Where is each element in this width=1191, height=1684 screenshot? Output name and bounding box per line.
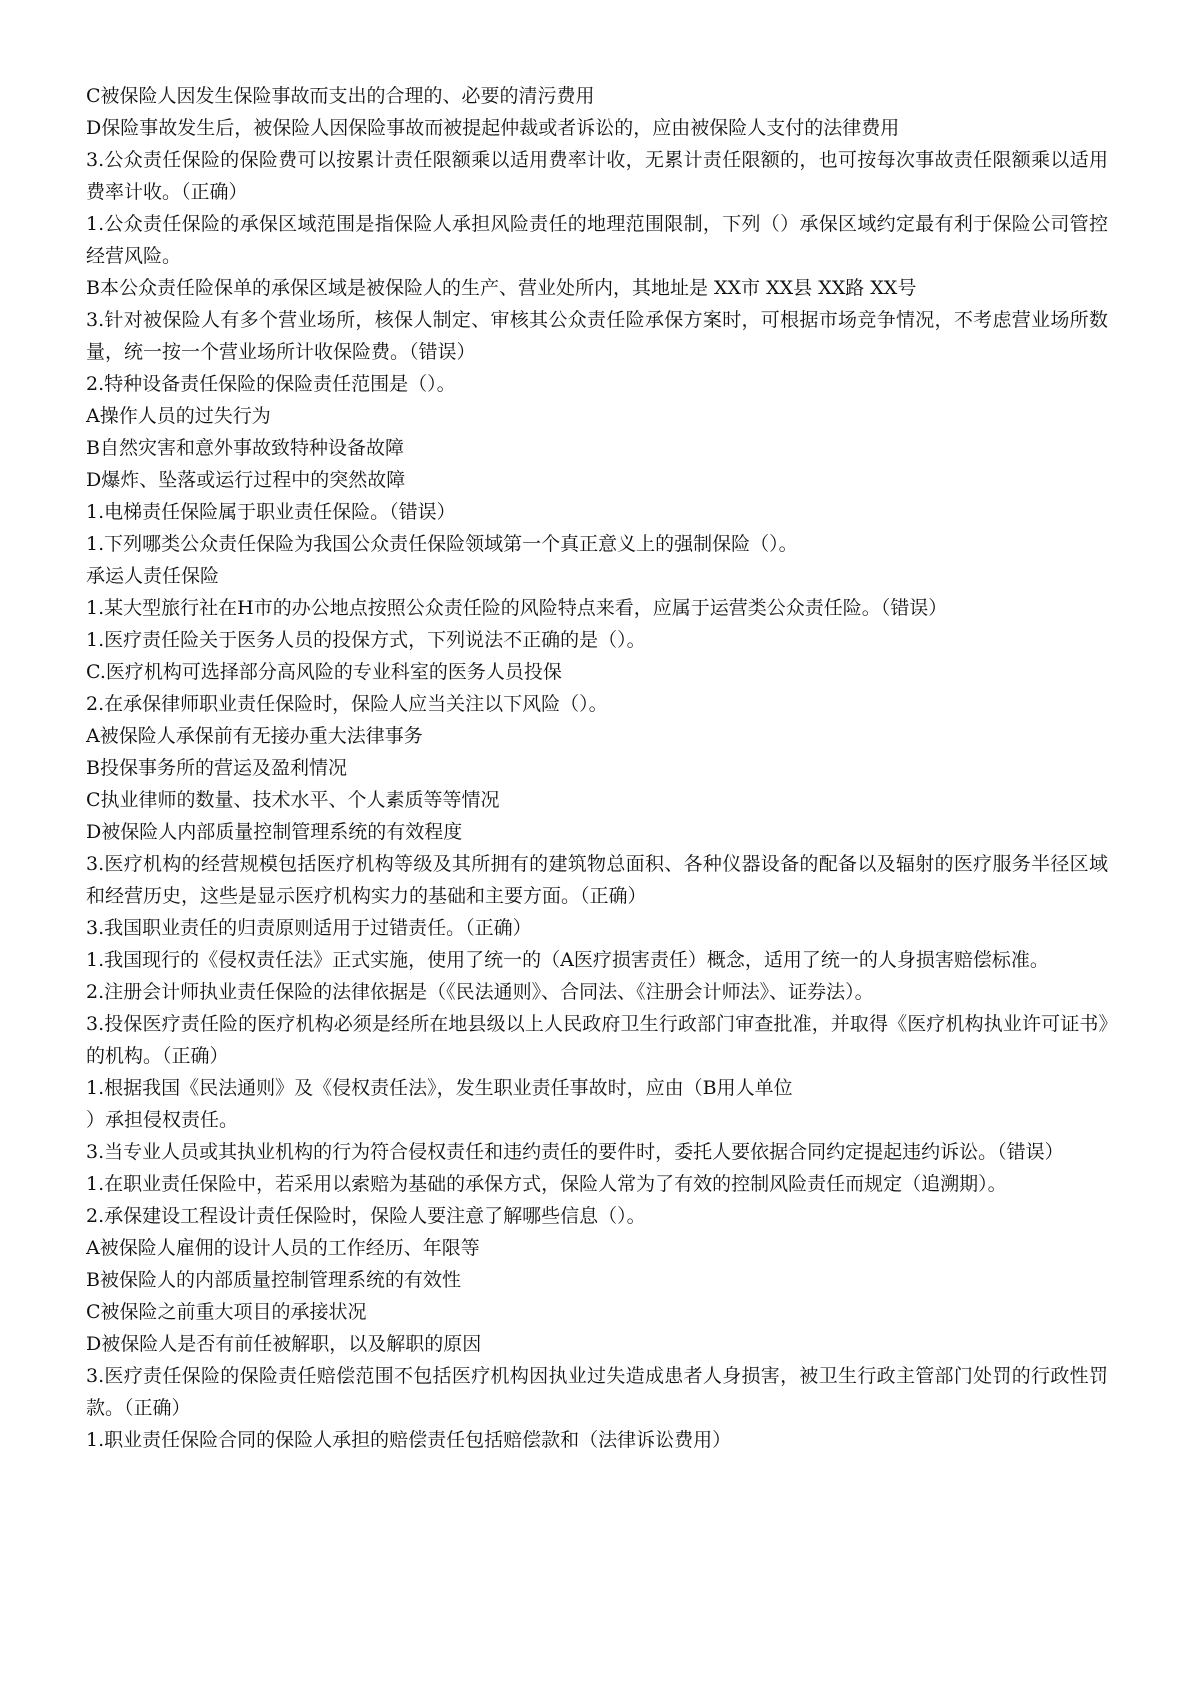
text-line: 3.针对被保险人有多个营业场所，核保人制定、审核其公众责任险承保方案时，可根据市场竞争情况，不考虑营业场所数量，统一按一个营业场所计收保险费。（错误） xyxy=(86,309,1108,363)
text-line: D被保险人是否有前任被解职，以及解职的原因 xyxy=(86,1333,482,1355)
text-line: C执业律师的数量、技术水平、个人素质等等情况 xyxy=(86,789,500,811)
text-line: D保险事故发生后，被保险人因保险事故而被提起仲裁或者诉讼的，应由被保险人支付的法律费用 xyxy=(86,117,900,139)
text-line: C被保险之前重大项目的承接状况 xyxy=(86,1301,367,1323)
text-line: 2.特种设备责任保险的保险责任范围是（）。 xyxy=(86,373,456,395)
text-line: C被保险人因发生保险事故而支出的合理的、必要的清污费用 xyxy=(86,85,595,107)
text-line: 1.电梯责任保险属于职业责任保险。（错误） xyxy=(86,501,456,523)
text-line: ）承担侵权责任。 xyxy=(86,1109,239,1131)
text-line: A操作人员的过失行为 xyxy=(86,405,271,427)
text-line: 3.投保医疗责任险的医疗机构必须是经所在地县级以上人民政府卫生行政部门审查批准，并取得《医疗机构执业许可证书》的机构。（正确） xyxy=(86,1013,1108,1067)
text-line: 承运人责任保险 xyxy=(86,565,220,587)
text-line: 2.注册会计师执业责任保险的法律依据是（《民法通则》、合同法、《注册会计师法》、证券法）。 xyxy=(86,981,874,1003)
text-line: 2.在承保律师职业责任保险时，保险人应当关注以下风险（）。 xyxy=(86,693,608,715)
text-line: B本公众责任险保单的承保区域是被保险人的生产、营业处所内，其地址是 XX市 XX县 XX路 XX号 xyxy=(86,277,917,299)
text-line: 3.我国职业责任的归责原则适用于过错责任。（正确） xyxy=(86,917,532,939)
text-line: 1.职业责任保险合同的保险人承担的赔偿责任包括赔偿款和（法律诉讼费用） xyxy=(86,1429,732,1451)
text-line: 1.下列哪类公众责任保险为我国公众责任保险领域第一个真正意义上的强制保险（）。 xyxy=(86,533,798,555)
text-line: 3.医疗机构的经营规模包括医疗机构等级及其所拥有的建筑物总面积、各种仪器设备的配备以及辐射的医疗服务半径区域和经营历史，这些是显示医疗机构实力的基础和主要方面。（正确） xyxy=(86,853,1108,907)
text-line: 1.公众责任保险的承保区域范围是指保险人承担风险责任的地理范围限制，下列（）承保区域约定最有利于保险公司管控经营风险。 xyxy=(86,213,1108,267)
text-line: B被保险人的内部质量控制管理系统的有效性 xyxy=(86,1269,461,1291)
text-line: B投保事务所的营运及盈利情况 xyxy=(86,757,347,779)
text-line: 1.根据我国《民法通则》及《侵权责任法》，发生职业责任事故时，应由（B用人单位 xyxy=(86,1077,793,1099)
text-line: 3.当专业人员或其执业机构的行为符合侵权责任和违约责任的要件时，委托人要依据合同约定提起违约诉讼。（错误） xyxy=(86,1141,1064,1163)
document-body xyxy=(86,80,1108,1456)
text-line: 3.公众责任保险的保险费可以按累计责任限额乘以适用费率计收，无累计责任限额的，也可按每次事故责任限额乘以适用费率计收。（正确） xyxy=(86,149,1108,203)
text-line: 1.某大型旅行社在H市的办公地点按照公众责任险的风险特点来看，应属于运营类公众责任险。（错误） xyxy=(86,597,948,619)
text-line: C.医疗机构可选择部分高风险的专业科室的医务人员投保 xyxy=(86,661,562,683)
text-line: 2.承保建设工程设计责任保险时，保险人要注意了解哪些信息（）。 xyxy=(86,1205,646,1227)
text-line: B自然灾害和意外事故致特种设备故障 xyxy=(86,437,404,459)
text-line: D被保险人内部质量控制管理系统的有效程度 xyxy=(86,821,463,843)
text-line: 1.在职业责任保险中，若采用以索赔为基础的承保方式，保险人常为了有效的控制风险责任而规定（追溯期）。 xyxy=(86,1173,1007,1195)
text-line: A被保险人雇佣的设计人员的工作经历、年限等 xyxy=(86,1237,480,1259)
text-line: D爆炸、坠落或运行过程中的突然故障 xyxy=(86,469,406,491)
text-line: 1.我国现行的《侵权责任法》正式实施，使用了统一的（A医疗损害责任）概念，适用了统一的人身损害赔偿标准。 xyxy=(86,949,1049,971)
text-line: 1.医疗责任险关于医务人员的投保方式，下列说法不正确的是（）。 xyxy=(86,629,646,651)
text-line: A被保险人承保前有无接办重大法律事务 xyxy=(86,725,423,747)
text-line: 3.医疗责任保险的保险责任赔偿范围不包括医疗机构因执业过失造成患者人身损害，被卫生行政主管部门处罚的行政性罚款。（正确） xyxy=(86,1365,1108,1419)
